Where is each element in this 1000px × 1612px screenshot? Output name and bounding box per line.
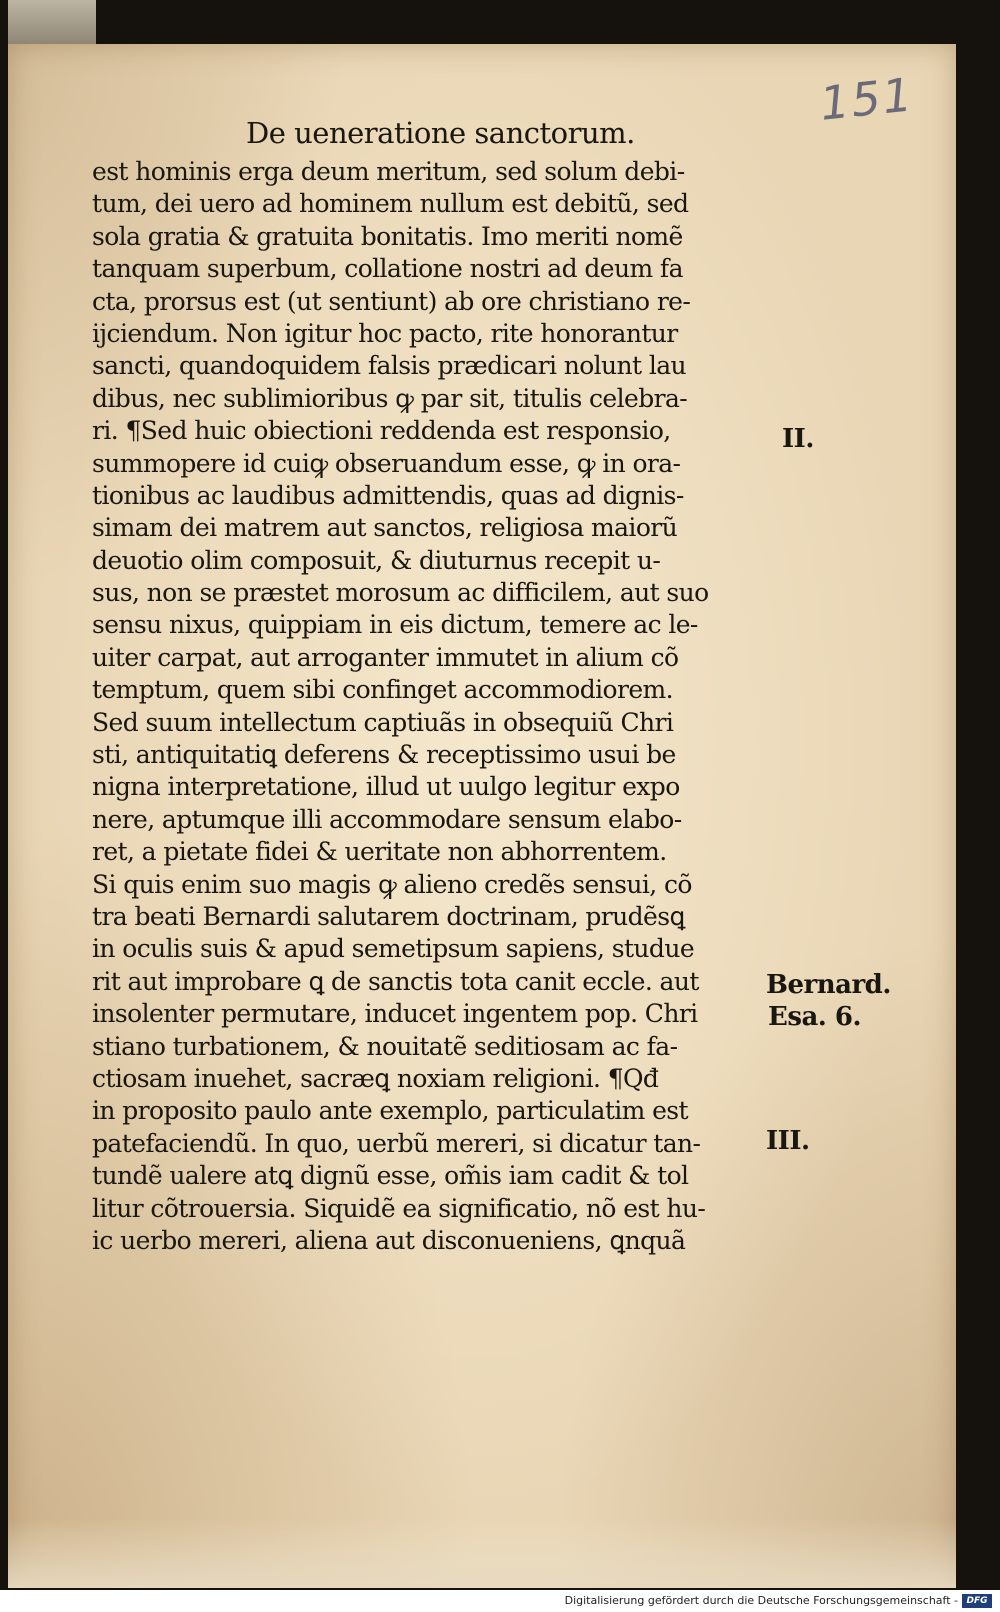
text-line-19: sti, antiquitatiꝗ deferens & receptissimo usui be bbox=[92, 740, 676, 770]
margin-note-section-2: II. bbox=[782, 424, 814, 454]
text-line-8: dibus, nec sublimioribus ꝙ par sit, titulis celebra- bbox=[92, 383, 688, 413]
text-line-5: cta, prorsus est (ut sentiunt) ab ore christiano re- bbox=[92, 286, 691, 316]
handwritten-folio-number: 151 bbox=[817, 67, 917, 131]
text-line-17: temptum, quem sibi confinget accommodiorem. bbox=[92, 675, 673, 705]
text-line-11: tionibus ac laudibus admittendis, quas ad dignis- bbox=[92, 480, 684, 510]
text-line-32: tundẽ ualere atꝗ dignũ esse, om̃is iam cadit & tol bbox=[92, 1161, 689, 1191]
dfg-logo: DFG bbox=[962, 1594, 992, 1608]
margin-note-bernard: Bernard. bbox=[766, 970, 891, 1000]
body-text bbox=[92, 156, 752, 1257]
text-line-30: in proposito paulo ante exemplo, particulatim est bbox=[92, 1096, 688, 1126]
page-lower-edge bbox=[8, 1518, 956, 1588]
text-line-3: sola gratia & gratuita bonitatis. Imo meriti nomẽ bbox=[92, 221, 683, 251]
text-line-29: ctiosam inuehet, sacræꝗ noxiam religioni. ¶Qđ bbox=[92, 1063, 659, 1093]
text-line-16: uiter carpat, aut arroganter immutet in alium cõ bbox=[92, 642, 679, 672]
text-line-9: ri. ¶Sed huic obiectioni reddenda est responsio, bbox=[92, 416, 671, 446]
text-line-23: Si quis enim suo magis ꝙ alieno credẽs sensui, cõ bbox=[92, 869, 692, 899]
digitization-credit: Digitalisierung gefördert durch die Deutsche Forschungsgemeinschaft - bbox=[564, 1594, 958, 1607]
text-line-2: tum, dei uero ad hominem nullum est debitũ, sed bbox=[92, 189, 689, 219]
text-line-21: nere, aptumque illi accommodare sensum elabo- bbox=[92, 804, 682, 834]
text-line-25: in oculis suis & apud semetipsum sapiens, studue bbox=[92, 934, 695, 964]
text-line-15: sensu nixus, quippiam in eis dictum, temere ac le- bbox=[92, 610, 698, 640]
text-line-28: stiano turbationem, & nouitatẽ seditiosam ac fa- bbox=[92, 1031, 678, 1061]
text-line-14: sus, non se præstet morosum ac difficilem, aut suo bbox=[92, 578, 709, 608]
text-line-24: tra beati Bernardi salutarem doctrinam, prudẽsꝗ bbox=[92, 901, 685, 931]
text-line-6: ijciendum. Non igitur hoc pacto, rite honorantur bbox=[92, 318, 678, 348]
text-line-27: insolenter permutare, inducet ingentem pop. Chri bbox=[92, 999, 698, 1029]
text-line-10: summopere id cuiꝙ obseruandum esse, ꝙ in ora- bbox=[92, 448, 681, 478]
book-clasp-strip bbox=[8, 0, 96, 44]
text-line-34: ic uerbo mereri, aliena aut disconueniens, ꝗnquã bbox=[92, 1225, 686, 1255]
margin-note-esa: Esa. 6. bbox=[768, 1002, 862, 1032]
text-line-1: est hominis erga deum meritum, sed solum debi- bbox=[92, 157, 685, 186]
text-line-18: Sed suum intellectum captiuãs in obsequiũ Chri bbox=[92, 707, 674, 737]
running-head: De ueneratione sanctorum. bbox=[246, 116, 635, 150]
text-line-22: ret, a pietate fidei & ueritate non abhorrentem. bbox=[92, 837, 667, 867]
text-line-20: nigna interpretatione, illud ut uulgo legitur expo bbox=[92, 772, 680, 802]
text-line-4: tanquam superbum, collatione nostri ad deum fa bbox=[92, 254, 683, 284]
text-line-33: litur cõtrouersia. Siquidẽ ea significatio, nõ est hu- bbox=[92, 1193, 706, 1223]
text-line-26: rit aut improbare ꝗ de sanctis tota canit eccle. aut bbox=[92, 966, 699, 996]
text-line-12: simam dei matrem aut sanctos, religiosa maiorũ bbox=[92, 513, 678, 543]
text-line-31: patefaciendũ. In quo, uerbũ mereri, si dicatur tan- bbox=[92, 1128, 701, 1158]
margin-note-section-3: III. bbox=[766, 1126, 810, 1156]
text-line-7: sancti, quandoquidem falsis prædicari nolunt lau bbox=[92, 351, 687, 381]
text-line-13: deuotio olim composuit, & diuturnus recepit u- bbox=[92, 545, 661, 575]
